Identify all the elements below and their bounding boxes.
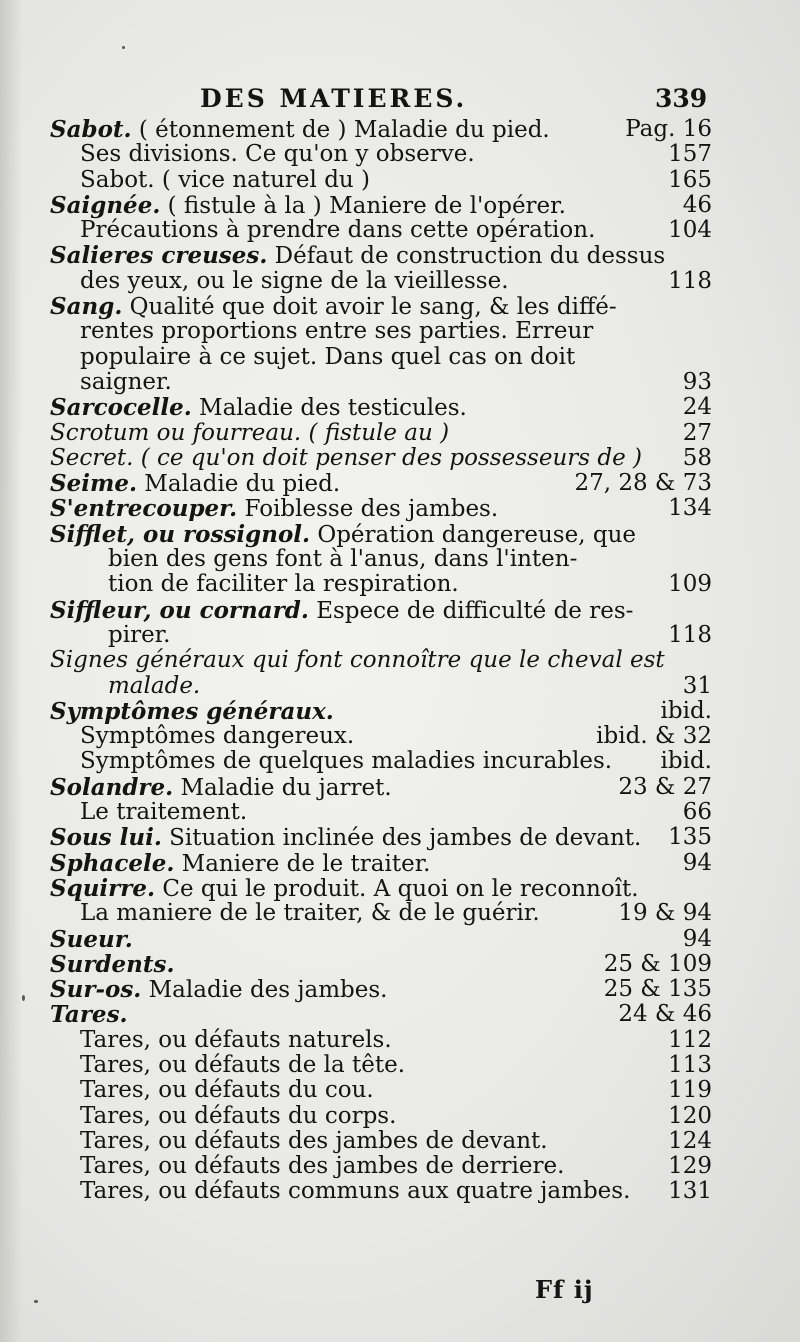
entry-text	[50, 775, 392, 801]
index-entry-line	[0, 547, 800, 572]
index-entry-line	[0, 370, 800, 395]
entry-text	[80, 1179, 630, 1204]
entry-continuation: Le traitement.	[80, 799, 248, 826]
index-entry-line	[0, 243, 800, 268]
gathering-signature: Ff ij	[535, 1275, 594, 1304]
entry-keyword: Surdents.	[50, 950, 175, 978]
index-entry-line	[0, 294, 800, 319]
page-number: 339	[655, 84, 708, 113]
entry-page-reference: 135	[668, 824, 712, 851]
entry-text	[50, 825, 641, 851]
entry-description: Espece de difficulté de res-	[308, 597, 634, 624]
entry-text	[80, 142, 475, 167]
entry-text	[50, 648, 665, 673]
entry-page-reference: 118	[668, 621, 712, 648]
index-entry-line	[0, 1179, 800, 1204]
entry-text	[50, 421, 449, 446]
entry-description: Maladie des jambes.	[141, 977, 388, 1004]
entry-keyword: Sueur.	[50, 925, 133, 953]
entry-keyword: Seime.	[50, 470, 137, 498]
index-entry-line	[0, 977, 800, 1002]
entry-continuation: rentes proportions entre ses parties. Erreur	[80, 318, 594, 345]
entry-text	[80, 724, 354, 749]
entry-keyword: Siffleur, ou cornard.	[50, 596, 309, 624]
entry-continuation: saigner.	[80, 368, 172, 395]
entry-page-reference: ibid. & 32	[596, 723, 712, 750]
entry-page-reference: 58	[682, 444, 712, 471]
entry-page-reference: ibid.	[660, 697, 712, 724]
entry-text	[80, 345, 575, 370]
paper-speck	[22, 995, 25, 1001]
entry-text	[50, 446, 642, 471]
entry-keyword: Sang.	[50, 293, 123, 321]
entry-continuation: pirer.	[108, 621, 171, 648]
entry-page-reference: 104	[668, 217, 712, 244]
paper-speck	[122, 46, 125, 49]
entry-text	[50, 977, 388, 1003]
running-head-title: DES MATIERES.	[200, 84, 468, 113]
entry-text	[80, 269, 509, 294]
entry-continuation: Tares, ou défauts du corps.	[80, 1102, 397, 1129]
entry-text	[80, 749, 612, 774]
index-entry-line	[0, 345, 800, 370]
entry-text	[80, 370, 172, 395]
entry-text	[80, 1154, 564, 1179]
entry-keyword: Sarcocelle.	[50, 394, 192, 422]
entry-text	[50, 294, 617, 320]
entry-page-reference: 113	[668, 1051, 712, 1078]
entry-text	[108, 572, 459, 597]
index-entry-line	[0, 1053, 800, 1078]
entry-text	[80, 800, 247, 825]
entry-continuation: Sabot. ( vice naturel du )	[80, 166, 371, 193]
index-entry-line	[0, 952, 800, 977]
index-entry-line	[0, 1154, 800, 1179]
entry-continuation: Tares, ou défauts de la tête.	[80, 1051, 406, 1078]
index-entry-line	[0, 142, 800, 167]
index-entry-line	[0, 218, 800, 243]
entry-continuation: bien des gens font à l'anus, dans l'inten-	[108, 546, 578, 573]
index-entry-line	[0, 749, 800, 774]
index-entry-line	[0, 724, 800, 749]
entry-text	[80, 319, 593, 344]
entry-page-reference: 46	[682, 191, 712, 218]
entry-page-reference: 134	[668, 495, 712, 522]
entry-text	[50, 395, 467, 421]
running-head	[0, 80, 800, 120]
entry-continuation: Tares, ou défauts du cou.	[80, 1077, 374, 1104]
entry-text	[50, 952, 174, 978]
entry-description: Foiblesse des jambes.	[237, 496, 499, 523]
entry-keyword: Squirre.	[50, 874, 156, 902]
index-entry-line	[0, 1002, 800, 1027]
index-entry-line	[0, 572, 800, 597]
entry-text	[50, 496, 498, 522]
entry-text	[80, 1053, 405, 1078]
entry-italic-text: malade.	[108, 672, 201, 699]
entry-keyword: Sifflet, ou rossignol.	[50, 520, 311, 548]
entry-page-reference: 66	[682, 799, 712, 826]
entry-continuation: Précautions à prendre dans cette opération.	[80, 217, 596, 244]
entry-keyword: Sous lui.	[50, 824, 162, 852]
index-entry-line	[0, 901, 800, 926]
entry-page-reference: 25 & 109	[603, 950, 712, 977]
entry-page-reference: 27, 28 & 73	[574, 470, 712, 497]
entry-continuation: populaire à ce sujet. Dans quel cas on doit	[80, 343, 576, 370]
index-entries	[0, 117, 800, 1205]
index-entry-line	[0, 269, 800, 294]
index-entry-line	[0, 117, 800, 142]
entry-keyword: Sabot.	[50, 116, 132, 143]
entry-page-reference: 165	[668, 166, 712, 193]
entry-keyword: Saignée.	[50, 191, 161, 219]
entry-page-reference: 24 & 46	[618, 1001, 712, 1028]
entry-text	[50, 193, 566, 219]
entry-keyword: Symptômes généraux.	[50, 697, 334, 725]
index-entry-line	[0, 1129, 800, 1154]
entry-keyword: Tares.	[50, 1001, 128, 1029]
index-entry-line	[0, 1078, 800, 1103]
entry-description: Opération dangereuse, que	[310, 521, 636, 548]
entry-page-reference: 118	[668, 267, 712, 294]
entry-page-reference: 120	[668, 1102, 712, 1129]
entry-page-reference: ibid.	[660, 748, 712, 775]
entry-page-reference: 24	[682, 394, 712, 421]
entry-page-reference: 23 & 27	[618, 773, 712, 800]
index-entry-line	[0, 927, 800, 952]
index-entry-line	[0, 851, 800, 876]
entry-continuation: La maniere de le traiter, & de le guérir.	[80, 900, 540, 927]
index-entry-line	[0, 674, 800, 699]
index-entry-line	[0, 1028, 800, 1053]
index-entry-line	[0, 800, 800, 825]
entry-text	[108, 623, 170, 648]
index-entry-line	[0, 623, 800, 648]
entry-page-reference: 109	[668, 571, 712, 598]
entry-text	[80, 1104, 396, 1129]
index-entry-line	[0, 775, 800, 800]
entry-description: Maladie des testicules.	[191, 395, 467, 422]
entry-page-reference: 94	[682, 925, 712, 952]
index-entry-line	[0, 421, 800, 446]
entry-page-reference: 93	[682, 368, 712, 395]
entry-text	[50, 876, 639, 902]
entry-continuation: Tares, ou défauts naturels.	[80, 1026, 392, 1053]
entry-text	[50, 1002, 128, 1028]
entry-keyword: Solandre.	[50, 773, 174, 801]
entry-page-reference: 112	[668, 1026, 712, 1053]
entry-keyword: Sphacele.	[50, 849, 175, 877]
index-entry-line	[0, 193, 800, 218]
entry-text	[80, 168, 370, 193]
entry-text	[80, 1129, 548, 1154]
entry-text	[50, 851, 430, 877]
index-entry-line	[0, 598, 800, 623]
entry-description: Ce qui le produit. A quoi on le reconnoît.	[155, 875, 639, 902]
entry-continuation: Symptômes dangereux.	[80, 723, 355, 750]
entry-description: Maladie du jarret.	[173, 774, 392, 801]
entry-continuation: Tares, ou défauts des jambes de derriere.	[80, 1153, 565, 1180]
entry-text	[50, 471, 340, 497]
entry-text	[80, 901, 540, 926]
entry-page-reference: Pag. 16	[625, 116, 712, 142]
index-entry-line	[0, 1104, 800, 1129]
entry-page-reference: 19 & 94	[618, 900, 712, 927]
entry-italic-text: Scrotum ou fourreau. ( fistule au )	[50, 419, 450, 446]
entry-page-reference: 129	[668, 1153, 712, 1180]
entry-continuation: tion de faciliter la respiration.	[108, 571, 459, 598]
entry-page-reference: 124	[668, 1127, 712, 1154]
entry-page-reference: 131	[668, 1178, 712, 1205]
index-entry-line	[0, 446, 800, 471]
index-entry-line	[0, 825, 800, 850]
entry-description: Maniere de le traiter.	[174, 850, 431, 877]
entry-page-reference: 31	[682, 672, 712, 699]
entry-page-reference: 25 & 135	[603, 976, 712, 1003]
entry-keyword: Salieres creuses.	[50, 242, 268, 270]
entry-page-reference: 119	[668, 1077, 712, 1104]
entry-description: ( étonnement de ) Maladie du pied.	[131, 117, 550, 143]
entry-continuation: Tares, ou défauts des jambes de devant.	[80, 1127, 548, 1154]
entry-page-reference: 157	[668, 141, 712, 168]
entry-text	[50, 598, 633, 624]
index-entry-line	[0, 496, 800, 521]
entry-description: Défaut de construction du dessus	[267, 243, 666, 270]
entry-text	[108, 674, 200, 699]
index-entry-line	[0, 522, 800, 547]
entry-description: ( fistule à la ) Maniere de l'opérer.	[160, 192, 566, 219]
entry-italic-text: Secret. ( ce qu'on doit penser des possesseurs de )	[50, 444, 642, 471]
index-entry-line	[0, 319, 800, 344]
entry-description: Qualité que doit avoir le sang, & les diffé-	[122, 294, 617, 321]
index-entry-line	[0, 876, 800, 901]
entry-keyword: Sur-os.	[50, 976, 142, 1004]
entry-text	[108, 547, 577, 572]
entry-text	[50, 699, 334, 725]
index-entry-line	[0, 648, 800, 673]
entry-description: Situation inclinée des jambes de devant.	[161, 825, 642, 852]
entry-continuation: des yeux, ou le signe de la vieillesse.	[80, 267, 509, 294]
index-entry-line	[0, 699, 800, 724]
entry-text	[50, 522, 636, 548]
entry-text	[50, 243, 665, 269]
paper-speck	[34, 1300, 38, 1303]
index-entry-line	[0, 168, 800, 193]
entry-text	[50, 117, 550, 143]
entry-text	[80, 1028, 392, 1053]
entry-text	[50, 927, 133, 953]
entry-page-reference: 94	[682, 849, 712, 876]
index-entry-line	[0, 471, 800, 496]
entry-description: Maladie du pied.	[136, 471, 341, 498]
entry-italic-text: Signes généraux qui font connoître que le cheval est	[50, 647, 665, 674]
index-entry-line	[0, 395, 800, 420]
entry-keyword: S'entrecouper.	[50, 495, 238, 523]
entry-continuation: Ses divisions. Ce qu'on y observe.	[80, 141, 475, 168]
entry-continuation: Tares, ou défauts communs aux quatre jambes.	[80, 1178, 631, 1205]
entry-text	[80, 218, 595, 243]
entry-text	[80, 1078, 374, 1103]
entry-continuation: Symptômes de quelques maladies incurables.	[80, 748, 613, 775]
entry-page-reference: 27	[682, 419, 712, 446]
